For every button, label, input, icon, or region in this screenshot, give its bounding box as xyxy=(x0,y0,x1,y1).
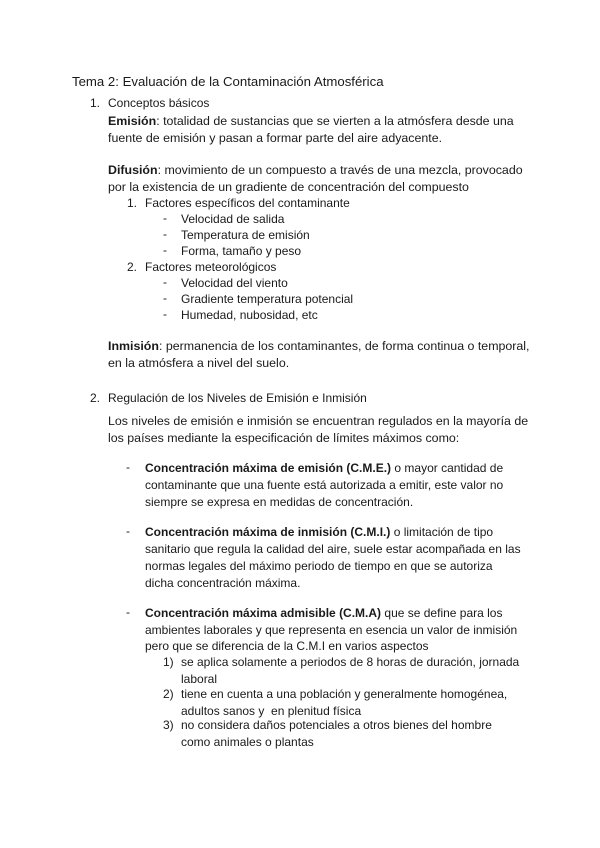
dash-bullet: - xyxy=(126,460,130,474)
cmi-paragraph xyxy=(145,524,521,592)
difusion-line-1: : movimiento de un compuesto a través de una mezcla, provocado xyxy=(157,163,523,177)
cme-line-3: siempre se expresa en medidas de concentración. xyxy=(145,495,414,509)
emision-term: Emisión xyxy=(108,114,157,128)
difusion-line-2: por la existencia de un gradiente de concentración del compuesto xyxy=(108,180,469,194)
section-1-heading: Conceptos básicos xyxy=(108,96,210,110)
inmision-line-1: : permanencia de los contaminantes, de forma continua o temporal, xyxy=(158,339,530,353)
cma-point-2-number: 2) xyxy=(163,687,174,701)
factor-1-item-1: Velocidad de salida xyxy=(181,212,285,226)
dash-bullet: - xyxy=(163,243,167,257)
page-title: Tema 2: Evaluación de la Contaminación Atmosférica xyxy=(72,74,384,89)
cmi-line-3: normas legales del máximo periodo de tiempo en que se autoriza xyxy=(145,559,493,573)
cma-paragraph xyxy=(145,605,517,655)
cmi-rest: o limitación de tipo xyxy=(390,525,494,539)
cma-point-2 xyxy=(181,686,507,719)
cme-line-2: contaminante que una fuente está autorizada a emitir, este valor no xyxy=(145,478,504,492)
dash-bullet: - xyxy=(163,275,167,289)
factor-2-item-1: Velocidad del viento xyxy=(181,276,288,290)
difusion-paragraph xyxy=(108,162,523,196)
inmision-line-2: en la atmósfera a nivel del suelo. xyxy=(108,356,290,370)
dash-bullet: - xyxy=(126,605,130,619)
cma-line-2: ambientes laborales y que representa en esencia un valor de inmisión xyxy=(145,622,518,637)
inmision-term: Inmisión xyxy=(108,339,159,353)
cme-paragraph xyxy=(145,460,503,511)
cma-line-3: pero que se diferencia de la C.M.I en varios aspectos xyxy=(145,639,429,653)
cma-point-1-number: 1) xyxy=(163,655,174,669)
factor-1-item-3: Forma, tamaño y peso xyxy=(181,244,302,258)
cma-point-2-line-1: tiene en cuenta a una población y generalmente homogénea, xyxy=(181,687,508,701)
cmi-line-2: sanitario que regula la calidad del aire, suele estar acompañada en las xyxy=(145,542,521,556)
cma-term: Concentración máxima admisible (C.M.A) xyxy=(145,606,382,620)
cma-rest: que se define para los xyxy=(381,606,503,620)
cma-point-3-line-2: como animales o plantas xyxy=(181,734,314,749)
dash-bullet: - xyxy=(126,524,130,538)
difusion-term: Difusión xyxy=(108,163,158,177)
emision-paragraph xyxy=(108,113,514,147)
section-2-heading: Regulación de los Niveles de Emisión e Inmisión xyxy=(108,391,367,405)
emision-line-1: : totalidad de sustancias que se vierten a la atmósfera desde una xyxy=(156,114,514,128)
section-2-intro xyxy=(108,413,528,447)
cma-point-1-line-1: se aplica solamente a periodos de 8 horas de duración, jornada xyxy=(181,655,520,669)
cma-point-3 xyxy=(181,717,492,750)
factor-2-item-2: Gradiente temperatura potencial xyxy=(181,292,354,306)
cmi-line-4: dicha concentración máxima. xyxy=(145,576,301,590)
cme-term: Concentración máxima de emisión (C.M.E.) xyxy=(145,461,392,475)
factor-1-item-2: Temperatura de emisión xyxy=(181,228,310,242)
cma-point-1-line-2: laboral xyxy=(181,671,218,686)
factor-1-label: Factores específicos del contaminante xyxy=(145,196,350,210)
factor-1-number: 1. xyxy=(127,196,138,210)
factor-2-number: 2. xyxy=(127,260,138,274)
cme-rest: o mayor cantidad de xyxy=(391,461,504,475)
factor-2-label: Factores meteorológicos xyxy=(145,260,277,274)
section-1-number: 1. xyxy=(90,96,101,110)
cma-point-3-line-1: no considera daños potenciales a otros bienes del hombre xyxy=(181,718,492,732)
cma-point-2-line-2: adultos sanos y en plenitud física xyxy=(181,703,362,718)
factor-2-item-3: Humedad, nubosidad, etc xyxy=(181,308,318,322)
intro-line-1: Los niveles de emisión e inmisión se encuentran regulados en la mayoría de xyxy=(108,414,529,428)
dash-bullet: - xyxy=(163,211,167,225)
section-2-number: 2. xyxy=(90,391,101,405)
dash-bullet: - xyxy=(163,307,167,321)
dash-bullet: - xyxy=(163,291,167,305)
cma-point-1 xyxy=(181,654,519,687)
intro-line-2: los países mediante la especificación de límites máximos como: xyxy=(108,431,460,445)
emision-line-2: fuente de emisión y pasan a formar parte del aire adyacente. xyxy=(108,131,443,145)
cma-point-3-number: 3) xyxy=(163,718,174,732)
inmision-paragraph xyxy=(108,338,530,372)
cmi-term: Concentración máxima de inmisión (C.M.I.) xyxy=(145,525,391,539)
dash-bullet: - xyxy=(163,227,167,241)
